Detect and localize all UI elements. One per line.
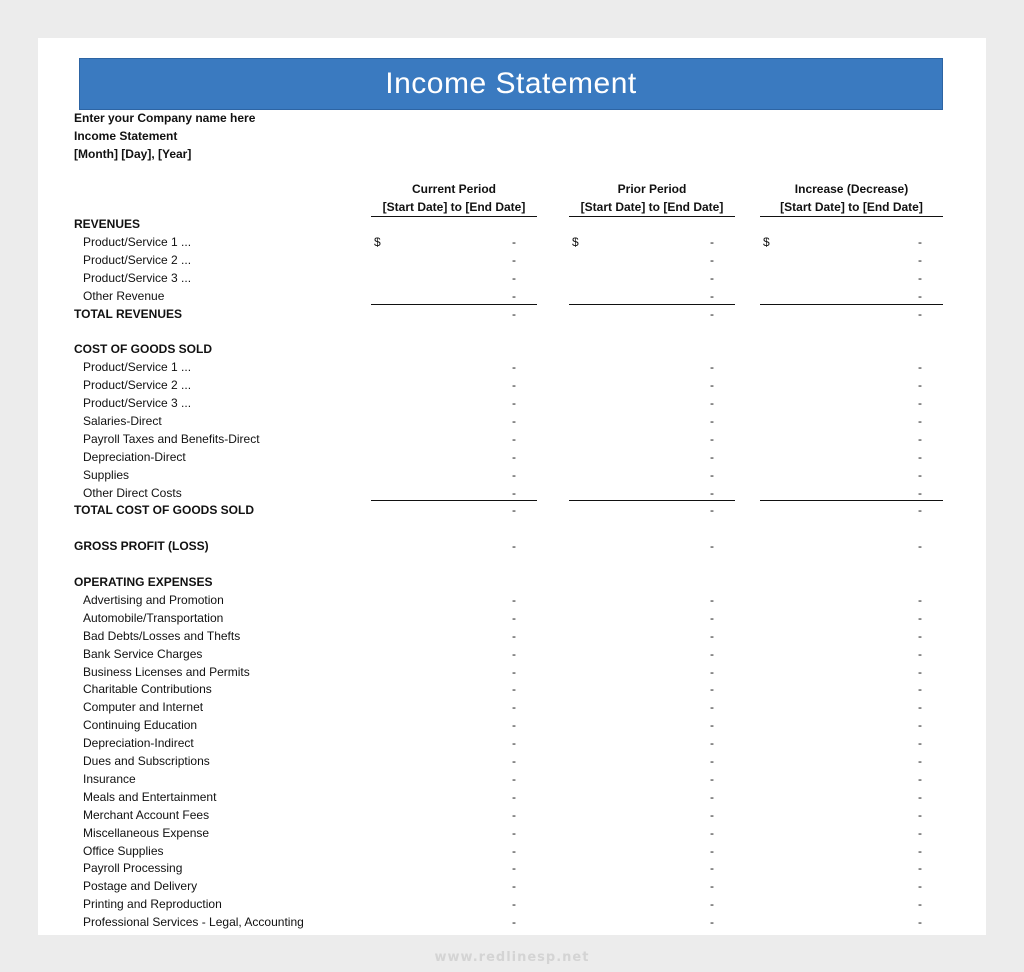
amount-cell[interactable]: - [710,915,714,930]
currency-symbol: $ [374,234,381,249]
amount-cell[interactable]: - [918,270,922,285]
amount-cell[interactable]: - [918,288,922,303]
amount-cell[interactable]: - [512,664,516,679]
line-item-label[interactable]: Printing and Reproduction [83,897,222,912]
line-item-label[interactable]: Merchant Account Fees [83,807,210,822]
line-item-label[interactable]: Product/Service 2 ... [83,252,192,267]
line-item-label[interactable]: Supplies [83,467,130,482]
amount-cell[interactable]: - [710,771,714,786]
amount-cell[interactable]: - [512,718,516,733]
line-item-label[interactable]: Meals and Entertainment [83,789,217,804]
line-item-label[interactable]: Office Supplies [83,843,164,858]
amount-cell[interactable]: - [512,539,516,554]
statement-date[interactable]: [Month] [Day], [Year] [74,147,192,161]
line-item-row [38,251,986,269]
line-item-label[interactable]: Payroll Processing [83,861,183,876]
amount-cell[interactable]: - [918,467,922,482]
amount-cell[interactable]: - [710,843,714,858]
line-item-label[interactable]: Automobile/Transportation [83,610,224,625]
section-label: TOTAL COST OF GOODS SOLD [74,503,255,518]
line-item-label[interactable]: Dues and Subscriptions [83,754,210,768]
amount-cell[interactable]: - [918,807,922,822]
amount-cell[interactable]: - [710,306,714,321]
section-row [38,215,986,233]
amount-cell[interactable]: - [710,485,714,500]
line-item-label[interactable]: Miscellaneous Expense [83,825,210,840]
amount-cell[interactable]: - [512,879,516,894]
section-row [38,573,986,591]
amount-cell[interactable]: - [710,825,714,840]
currency-symbol: $ [572,234,579,249]
line-item-label[interactable]: Depreciation-Direct [83,449,186,464]
amount-cell[interactable]: - [710,360,714,375]
amount-cell[interactable]: - [512,682,516,697]
amount-cell[interactable]: - [512,736,516,751]
amount-cell[interactable]: - [512,646,516,661]
column-date-range[interactable]: [Start Date] to [End Date] [569,198,735,217]
section-row [38,501,986,519]
amount-cell[interactable]: - [710,861,714,876]
amount-cell[interactable]: - [512,360,516,375]
amount-cell[interactable]: - [918,610,922,625]
line-item-label[interactable]: Advertising and Promotion [83,592,224,607]
amount-cell[interactable]: - [512,628,516,643]
amount-cell[interactable]: - [710,754,714,768]
amount-cell[interactable]: - [918,592,922,607]
amount-cell[interactable]: - [512,843,516,858]
amount-cell[interactable]: - [918,360,922,375]
line-item-label[interactable]: Computer and Internet [83,700,204,715]
amount-cell[interactable]: - [918,306,922,321]
amount-cell[interactable]: - [710,234,714,249]
amount-cell[interactable]: - [918,396,922,410]
amount-cell[interactable]: - [918,861,922,876]
line-item-row [38,591,986,609]
amount-cell[interactable]: - [512,234,516,249]
section-label: REVENUES [74,217,141,231]
line-item-label[interactable]: Product/Service 2 ... [83,378,192,393]
amount-cell[interactable]: - [710,431,714,446]
line-item-row [38,895,986,913]
amount-cell[interactable]: - [710,467,714,482]
amount-cell[interactable]: - [512,807,516,822]
amount-cell[interactable]: - [918,628,922,643]
line-item-label[interactable]: Other Direct Costs [83,485,182,500]
section-label: TOTAL REVENUES [74,306,183,321]
amount-cell[interactable]: - [918,449,922,464]
amount-cell[interactable]: - [918,234,922,249]
line-item-row [38,877,986,895]
line-item-row [38,269,986,287]
amount-cell[interactable]: - [512,503,516,518]
line-item-label[interactable]: Depreciation-Indirect [83,736,194,751]
amount-cell[interactable]: - [710,789,714,804]
amount-cell[interactable]: - [710,682,714,697]
column-header-current [371,180,537,217]
line-item-label[interactable]: Product/Service 3 ... [83,270,192,285]
line-item-label[interactable]: Insurance [83,771,136,786]
line-item-row [38,663,986,681]
column-title: Increase (Decrease) [794,182,909,196]
amount-cell[interactable]: - [710,610,714,625]
line-item-row [38,484,986,502]
amount-cell[interactable]: - [512,485,516,500]
company-name[interactable]: Enter your Company name here [74,111,256,125]
amount-cell[interactable]: - [918,664,922,679]
amount-cell[interactable]: - [512,270,516,285]
amount-cell[interactable]: - [710,449,714,464]
amount-cell[interactable]: - [918,646,922,661]
section-row [38,305,986,323]
line-item-row [38,430,986,448]
line-item-row [38,394,986,412]
amount-cell[interactable]: - [512,861,516,876]
amount-cell[interactable]: - [918,485,922,500]
column-date-range[interactable]: [Start Date] to [End Date] [760,198,943,217]
line-item-row [38,716,986,734]
line-item-row [38,734,986,752]
amount-cell[interactable]: - [710,378,714,393]
amount-cell[interactable]: - [710,628,714,643]
line-item-row [38,806,986,824]
column-date-range[interactable]: [Start Date] to [End Date] [371,198,537,217]
income-statement-sheet [38,38,986,935]
amount-cell[interactable]: - [512,288,516,303]
column-title: Current Period [411,182,496,196]
amount-cell[interactable]: - [512,449,516,464]
line-item-row [38,824,986,842]
line-item-row [38,698,986,716]
amount-cell[interactable]: - [512,915,516,930]
line-item-label[interactable]: Professional Services - Legal, Accounting [83,915,304,930]
amount-cell[interactable]: - [710,879,714,894]
line-item-row [38,859,986,877]
section-label: GROSS PROFIT (LOSS) [74,539,209,554]
amount-cell[interactable]: - [918,843,922,858]
amount-cell[interactable]: - [512,610,516,625]
amount-cell[interactable]: - [710,396,714,410]
amount-cell[interactable]: - [710,664,714,679]
line-item-label[interactable]: Business Licenses and Permits [83,664,250,679]
line-item-row [38,788,986,806]
amount-cell[interactable]: - [512,413,516,428]
line-item-row [38,466,986,484]
line-item-label[interactable]: Salaries-Direct [83,413,162,428]
line-item-row [38,627,986,645]
line-item-row [38,376,986,394]
amount-cell[interactable]: - [710,288,714,303]
amount-cell[interactable]: - [512,431,516,446]
amount-cell[interactable]: - [918,378,922,393]
amount-cell[interactable]: - [710,736,714,751]
amount-cell[interactable]: - [918,252,922,267]
amount-cell[interactable]: - [512,825,516,840]
amount-cell[interactable]: - [512,306,516,321]
line-item-label[interactable]: Other Revenue [83,288,165,303]
amount-cell[interactable]: - [918,431,922,446]
amount-cell[interactable]: - [710,807,714,822]
line-item-label[interactable]: Product/Service 1 ... [83,360,192,375]
amount-cell[interactable]: - [710,539,714,554]
title-banner [79,58,943,110]
line-item-label[interactable]: Charitable Contributions [83,682,212,697]
amount-cell[interactable]: - [918,503,922,518]
amount-cell[interactable]: - [918,413,922,428]
amount-cell[interactable]: - [918,771,922,786]
section-row [38,340,986,358]
amount-cell[interactable]: - [918,718,922,733]
amount-cell[interactable]: - [710,700,714,715]
amount-cell[interactable]: - [710,270,714,285]
amount-cell[interactable]: - [918,700,922,715]
statement-subtitle: Income Statement [74,129,178,143]
line-item-row [38,842,986,860]
amount-cell[interactable]: - [512,897,516,912]
amount-cell[interactable]: - [710,897,714,912]
section-label: OPERATING EXPENSES [74,575,213,589]
amount-cell[interactable]: - [512,378,516,393]
amount-cell[interactable]: - [512,592,516,607]
currency-symbol: $ [763,234,770,249]
amount-cell[interactable]: - [512,789,516,804]
line-item-label[interactable]: Payroll Taxes and Benefits-Direct [83,431,260,446]
amount-cell[interactable]: - [918,754,922,768]
line-item-label[interactable]: Bad Debts/Losses and Thefts [83,628,241,643]
line-item-label[interactable]: Product/Service 1 ... [83,234,192,249]
line-item-row [38,412,986,430]
amount-cell[interactable]: - [710,252,714,267]
line-item-row [38,233,986,251]
amount-cell[interactable]: - [918,682,922,697]
line-item-row [38,287,986,305]
amount-cell[interactable]: - [710,718,714,733]
amount-cell[interactable]: - [918,789,922,804]
amount-cell[interactable]: - [918,825,922,840]
line-item-row [38,770,986,788]
amount-cell[interactable]: - [918,897,922,912]
line-item-label[interactable]: Continuing Education [83,718,198,733]
line-item-row [38,645,986,663]
watermark: www.redlinesp.net [434,950,590,965]
section-label: COST OF GOODS SOLD [74,342,213,357]
amount-cell[interactable]: - [512,754,516,768]
amount-cell[interactable]: - [918,879,922,894]
amount-cell[interactable]: - [918,736,922,751]
line-item-row [38,609,986,627]
amount-cell[interactable]: - [710,503,714,518]
column-title: Prior Period [617,182,687,196]
line-item-row [38,448,986,466]
amount-cell[interactable]: - [710,592,714,607]
line-item-row [38,680,986,698]
amount-cell[interactable]: - [918,539,922,554]
amount-cell[interactable]: - [512,771,516,786]
line-item-row [38,752,986,770]
line-item-label[interactable]: Product/Service 3 ... [83,396,192,410]
amount-cell[interactable]: - [710,646,714,661]
amount-cell[interactable]: - [918,915,922,930]
amount-cell[interactable]: - [512,467,516,482]
amount-cell[interactable]: - [710,413,714,428]
statement-title: Income Statement [385,67,637,100]
line-item-label[interactable]: Postage and Delivery [83,879,198,894]
line-item-row [38,358,986,376]
amount-cell[interactable]: - [512,252,516,267]
column-header-change [760,180,943,217]
line-item-row [38,913,986,931]
column-header-prior [569,180,735,217]
section-row [38,537,986,555]
line-item-label[interactable]: Bank Service Charges [83,646,203,661]
amount-cell[interactable]: - [512,396,516,410]
amount-cell[interactable]: - [512,700,516,715]
